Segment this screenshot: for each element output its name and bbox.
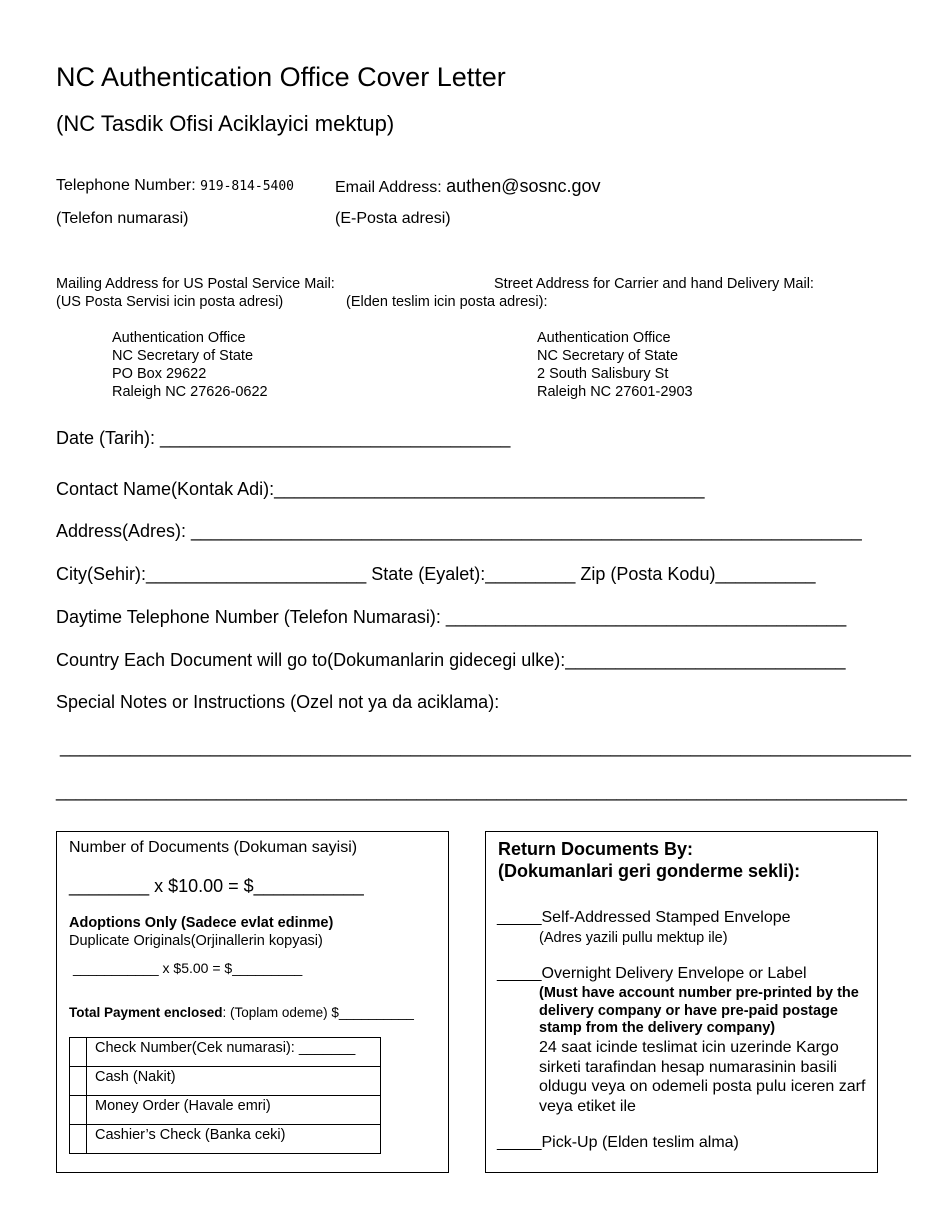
- payment-method-row: [70, 1125, 381, 1154]
- telephone-label: Telephone Number:: [56, 177, 201, 194]
- mailing-line: Raleigh NC 27626-0622: [112, 384, 268, 400]
- email-label: Email Address:: [335, 179, 447, 196]
- mailing-line: PO Box 29622: [112, 366, 207, 382]
- checkbox[interactable]: [70, 1125, 87, 1154]
- mailing-address: [112, 329, 268, 401]
- payment-methods: [69, 1037, 381, 1154]
- street-address: [537, 329, 693, 401]
- mailing-heading: Mailing Address for US Postal Service Mail:: [56, 276, 335, 292]
- return-option-overnight-note: (Must have account number pre-printed by the delivery company or have pre-paid postage stamp from the delivery company): [539, 985, 859, 1036]
- payment-method-row: [70, 1067, 381, 1096]
- notes-line[interactable]: _____________________________________________________________________________________: [60, 737, 911, 757]
- country-field[interactable]: Country Each Document will go to(Dokumanlarin gidecegi ulke):____________________________: [56, 650, 846, 670]
- mailing-line: NC Secretary of State: [112, 348, 254, 364]
- page-title: NC Authentication Office Cover Letter: [56, 62, 506, 92]
- street-line: NC Secretary of State: [537, 348, 679, 364]
- notes-line[interactable]: _____________________________________________________________________________________: [56, 781, 907, 801]
- return-option-envelope-tr: (Adres yazili pullu mektup ile): [539, 930, 728, 946]
- duplicates-label: Duplicate Originals(Orjinallerin kopyasi): [69, 933, 323, 949]
- telephone-tr: (Telefon numarasi): [56, 210, 189, 227]
- street-line: Raleigh NC 27601-2903: [537, 384, 693, 400]
- return-option-overnight-tr: 24 saat icinde teslimat icin uzerinde Kargo sirketi tarafindan hesap numarasinin basili oldugu veya on odemeli posta pulu iceren zarf veya etiket ile: [539, 1039, 866, 1115]
- telephone-row: [56, 177, 294, 195]
- contact-name-field[interactable]: Contact Name(Kontak Adi):___________________________________________: [56, 479, 705, 499]
- telephone-value: 919-814-5400: [200, 179, 295, 194]
- payment-method-row: [70, 1038, 381, 1067]
- daytime-phone-field[interactable]: Daytime Telephone Number (Telefon Numarasi): ________________________________________: [56, 607, 847, 627]
- email-row: [335, 176, 601, 197]
- email-value: authen@sosnc.gov: [446, 176, 601, 196]
- date-field[interactable]: Date (Tarih): ___________________________________: [56, 428, 511, 448]
- payment-method-label: Check Number(Cek numarasi): _______: [87, 1038, 381, 1067]
- total-payment-row: [69, 1005, 414, 1020]
- street-line: Authentication Office: [537, 330, 671, 346]
- street-heading: Street Address for Carrier and hand Delivery Mail:: [494, 276, 814, 292]
- checkbox[interactable]: [70, 1038, 87, 1067]
- return-option-envelope[interactable]: _____Self-Addressed Stamped Envelope: [497, 909, 791, 926]
- dup-fee-line[interactable]: ___________ x $5.00 = $_________: [73, 960, 303, 976]
- city-state-zip-field[interactable]: City(Sehir):______________________ State (Eyalet):_________ Zip (Posta Kodu)__________: [56, 564, 816, 584]
- return-heading: Return Documents By:: [498, 839, 694, 859]
- mailing-heading-tr: (US Posta Servisi icin posta adresi): [56, 294, 284, 310]
- payment-method-row: [70, 1096, 381, 1125]
- mailing-line: Authentication Office: [112, 330, 246, 346]
- address-field[interactable]: Address(Adres): ___________________________________________________________________: [56, 521, 862, 541]
- street-heading-tr: (Elden teslim icin posta adresi):: [346, 294, 548, 310]
- return-option-overnight[interactable]: _____Overnight Delivery Envelope or Label: [497, 965, 807, 982]
- return-option-pickup[interactable]: _____Pick-Up (Elden teslim alma): [497, 1134, 739, 1151]
- notes-label: Special Notes or Instructions (Ozel not ya da aciklama):: [56, 692, 500, 712]
- payment-method-label: Cash (Nakit): [87, 1067, 381, 1096]
- num-docs-label: Number of Documents (Dokuman sayisi): [69, 839, 358, 856]
- checkbox[interactable]: [70, 1067, 87, 1096]
- page-subtitle: (NC Tasdik Ofisi Aciklayici mektup): [56, 111, 395, 136]
- street-line: 2 South Salisbury St: [537, 366, 669, 382]
- email-tr: (E-Posta adresi): [335, 210, 451, 227]
- total-payment-label: Total Payment enclosed: [69, 1005, 223, 1020]
- payment-method-label: Cashier’s Check (Banka ceki): [87, 1125, 381, 1154]
- payment-method-label: Money Order (Havale emri): [87, 1096, 381, 1125]
- adoptions-label: Adoptions Only (Sadece evlat edinme): [69, 915, 334, 931]
- return-heading-tr: (Dokumanlari geri gonderme sekli):: [498, 861, 801, 881]
- fee-line[interactable]: ________ x $10.00 = $___________: [69, 876, 364, 896]
- checkbox[interactable]: [70, 1096, 87, 1125]
- total-payment-field[interactable]: : (Toplam odeme) $__________: [222, 1005, 414, 1020]
